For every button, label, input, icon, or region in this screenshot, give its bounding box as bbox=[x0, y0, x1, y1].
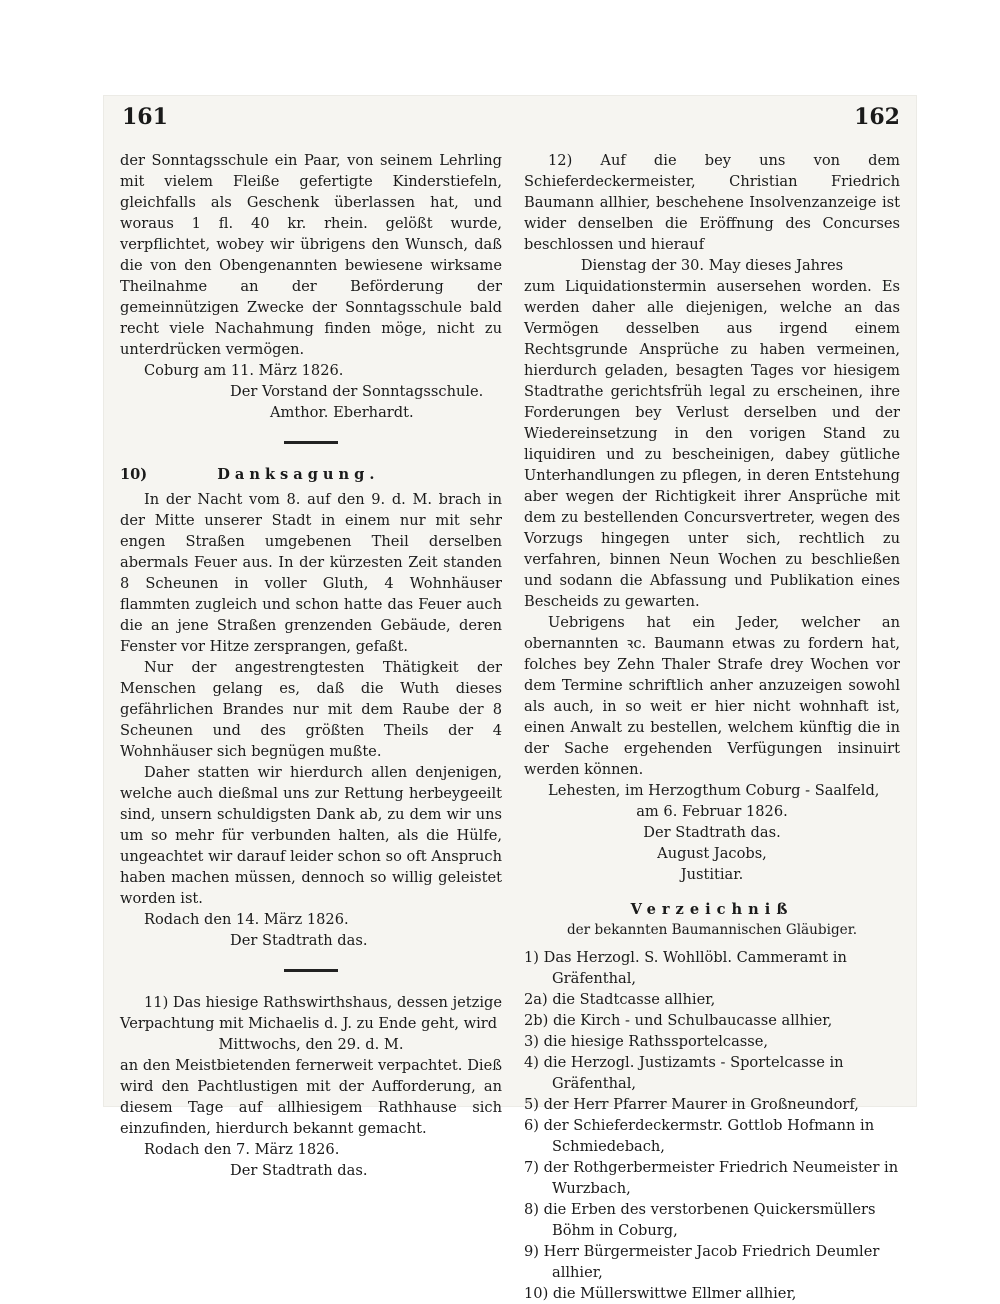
list-item: 2a) die Stadtcasse allhier, bbox=[524, 991, 716, 1008]
paragraph-insolvency-cont: zum Liquidationstermin ausersehen worden. Es werden daher alle diejenigen, welche an das Vermögen desselben aus irgend einem Rechtsgrunde Ansprüche zu haben vermeinen, hierdurch geladen, besagten Tages vor hiesigem Stadtrathe gerichtsfrüh legal zu erscheinen, ihre Forderungen bey Verlust derselben und der Wiedereinsetzung in den vorigen Stand zu liquidiren und zu bescheinigen, dabey gütliche Unterhandlungen zu pflegen, in deren Entstehung aber wegen der Richtigkeit ihrer Ansprüche mit dem zu bestellenden Concursvertreter, wegen des Vorzugs hingegen unter sich, rechtlich zu verfahren, binnen Neun Wochen zu beschließen und sodann die Abfassung und Publikation eines Bescheids zu gewarten. bbox=[524, 278, 900, 610]
page-number-left: 161 bbox=[122, 104, 168, 130]
signature-name: August Jacobs, bbox=[657, 845, 767, 862]
creditor-list-subtitle: der bekannten Baumannischen Gläubiger. bbox=[566, 922, 858, 938]
list-item: 1) Das Herzogl. S. Wohllöbl. Cammeramt in Gräfenthal, bbox=[524, 949, 847, 987]
list-item: 3) die hiesige Rathssportelcasse, bbox=[524, 1033, 769, 1050]
document-page bbox=[104, 96, 916, 1302]
signature: Der Stadtrath das. bbox=[230, 1162, 368, 1179]
paragraph-insolvency: 12) Auf die bey uns von dem Schieferdeckermeister, Christian Friedrich Baumann allhier, beschehene Insolvenzanzeige ist wider denselben die Eröffnung des Concurses beschlossen und hierauf bbox=[524, 152, 900, 253]
place-date: Coburg am 11. März 1826. bbox=[144, 362, 344, 379]
section-title: Danksagung. bbox=[217, 466, 380, 483]
signature-names: Amthor. Eberhardt. bbox=[270, 404, 414, 421]
list-item: 9) Herr Bürgermeister Jacob Friedrich Deumler allhier, bbox=[524, 1243, 880, 1281]
section-number: 10) bbox=[120, 466, 148, 483]
list-item: 2b) die Kirch - und Schulbaucasse allhier, bbox=[524, 1012, 833, 1029]
list-item: 8) die Erben des verstorbenen Quickersmüllers Böhm in Coburg, bbox=[524, 1201, 876, 1239]
creditor-list bbox=[524, 947, 900, 1304]
list-item: 7) der Rothgerbermeister Friedrich Neumeister in Wurzbach, bbox=[524, 1159, 899, 1197]
signature: Der Vorstand der Sonntagsschule. bbox=[230, 383, 484, 400]
paragraph-fire-report: In der Nacht vom 8. auf den 9. d. M. brach in der Mitte unserer Stadt in einem nur mit sehr engen Straßen umgebenen Theil derselben abermals Feuer aus. In der kürzesten Zeit standen 8 Scheunen in voller Gluth, 4 Wohnhäuser flammten zugleich und schon hatte das Feuer auch die an jene Straßen grenzenden Gebäude, deren Fenster vor Hitze zersprangen, gefaßt. bbox=[120, 491, 502, 655]
paragraph-inn-lease-cont: an den Meistbietenden fernerweit verpachtet. Dieß wird den Pachtlustigen mit der Aufforderung, an diesem Tage auf allhiesigem Rathhause sich einzufinden, hierdurch bekannt gemacht. bbox=[120, 1057, 502, 1137]
signature: Der Stadtrath das. bbox=[643, 824, 781, 841]
list-item: 6) der Schieferdeckermstr. Gottlob Hofmann in Schmiedebach, bbox=[524, 1117, 875, 1155]
paragraph-intro: der Sonntagsschule ein Paar, von seinem Lehrling mit vielem Fleiße gefertigte Kinderstiefeln, gleichfalls als Geschenk überlassen hat, und woraus 1 fl. 40 kr. rhein. gelößt wurde, verpflichtet, wobey wir übrigens den Wunsch, daß die von den Obengenannten bewiesene wirksame Theilnahme an der Beförderung der gemeinnützigen Zwecke der Sonntagsschule bald recht viele Nachahmung finden möge, nicht zu unterdrücken vermögen. bbox=[120, 152, 502, 358]
paragraph-fire-damage: Nur der angestrengtesten Thätigkeit der Menschen gelang es, daß die Wuth dieses gefährlichen Brandes nur mit dem Raube der 8 Scheunen und des größten Theils der 4 Wohnhäuser sich begnügen mußte. bbox=[120, 659, 502, 760]
section-heading bbox=[120, 464, 502, 485]
list-item: 4) die Herzogl. Justizamts - Sportelcasse in Gräfenthal, bbox=[524, 1054, 844, 1092]
section-divider bbox=[284, 441, 338, 444]
list-item: 5) der Herr Pfarrer Maurer in Großneundorf, bbox=[524, 1096, 859, 1113]
date: am 6. Februar 1826. bbox=[636, 803, 788, 820]
paragraph-inn-lease: 11) Das hiesige Rathswirthshaus, dessen jetzige Verpachtung mit Michaelis d. J. zu Ende geht, wird bbox=[120, 994, 502, 1032]
paragraph-thanks: Daher statten wir hierdurch allen denjenigen, welche auch dießmal uns zur Rettung herbeygeeilt sind, unsern schuldigsten Dank ab, zu dem wir uns um so mehr für verbunden halten, als die Hülfe, ungeachtet wir darauf leider schon so oft Anspruch haben machen müssen, dennoch so willig geleistet worden ist. bbox=[120, 764, 502, 907]
place: Lehesten, im Herzogthum Coburg - Saalfeld, bbox=[548, 782, 880, 799]
place-date: Rodach den 7. März 1826. bbox=[144, 1141, 340, 1158]
signature: Der Stadtrath das. bbox=[230, 932, 368, 949]
liquidation-date: Dienstag der 30. May dieses Jahres bbox=[580, 257, 844, 274]
auction-date: Mittwochs, den 29. d. M. bbox=[218, 1036, 404, 1053]
section-divider bbox=[284, 969, 338, 972]
creditor-list-title: Verzeichniß bbox=[630, 901, 794, 918]
paragraph-claims: Uebrigens hat ein Jeder, welcher an obernannten ꝛc. Baumann etwas zu fordern hat, folches bey Zehn Thaler Strafe drey Wochen vor dem Termine schriftlich anher anzuzeigen sowohl als auch, in so weit er hier nicht wohnhaft ist, einen Anwalt zu bestellen, welchem künftig die in der Sache ergehenden Verfügungen insinuirt werden können. bbox=[524, 614, 900, 778]
left-column bbox=[120, 150, 502, 1181]
signature-title: Justitiar. bbox=[680, 866, 744, 883]
right-column bbox=[524, 150, 900, 1304]
page-number-right: 162 bbox=[854, 104, 900, 130]
place-date: Rodach den 14. März 1826. bbox=[144, 911, 349, 928]
list-item: 10) die Müllerswittwe Ellmer allhier, bbox=[524, 1285, 797, 1302]
